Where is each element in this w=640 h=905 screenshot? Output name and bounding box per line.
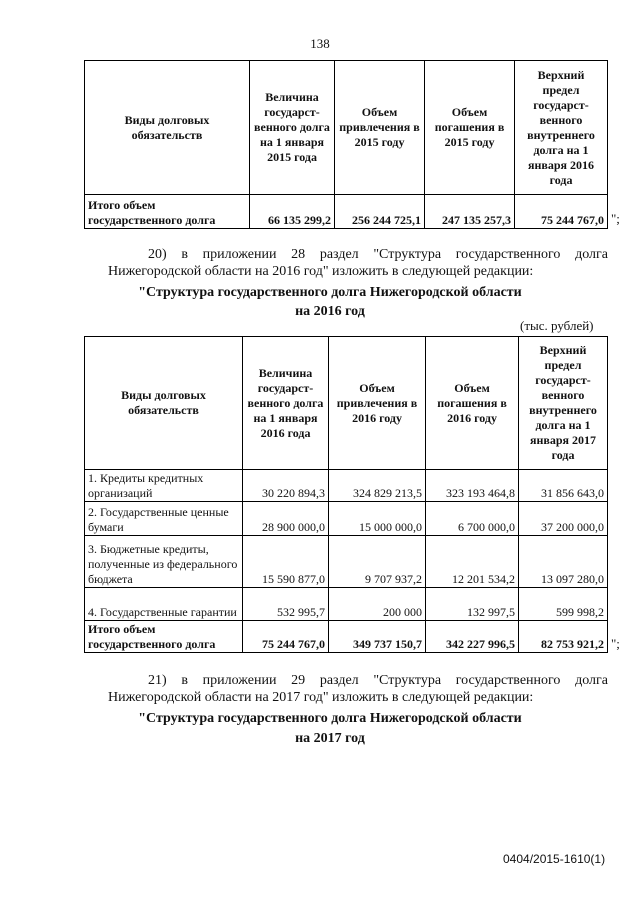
item21-text: 21) в приложении 29 раздел "Структура государственного долга Нижегородской области на 2017 год" изложить в следующей редакции: [108, 673, 608, 705]
cell-initial: 15 590 877,0 [243, 536, 329, 588]
cell-upper: 82 753 921,2 [519, 621, 608, 653]
cell-borrow: 349 737 150,7 [329, 621, 426, 653]
cell-upper: 37 200 000,0 [519, 502, 608, 536]
cell-upper: 599 998,2 [519, 588, 608, 621]
cell-repay: 6 700 000,0 [426, 502, 519, 536]
header-borrow: Объем привлечения в 2015 году [335, 61, 425, 195]
item21-heading-line1: "Структура государственного долга Нижегородской области [138, 711, 522, 726]
item21-heading-line2: на 2017 год [295, 731, 365, 746]
table-row [85, 470, 608, 502]
row-label: 3. Бюджетные кредиты, полученные из федерального бюджета [85, 536, 243, 588]
cell-borrow: 15 000 000,0 [329, 502, 426, 536]
table2-closing-quote: "; [611, 636, 620, 651]
header-borrow: Объем привлечения в 2016 году [329, 337, 426, 470]
table-row-total [85, 621, 608, 653]
header-initial: Величина государст-венного долга на 1 января 2016 года [243, 337, 329, 470]
table-row [85, 502, 608, 536]
cell-upper: 31 856 643,0 [519, 470, 608, 502]
row-label: Итого объем государственного долга [85, 621, 243, 653]
item20-heading-line1: "Структура государственного долга Нижегородской области [138, 285, 522, 300]
cell-initial: 66 135 299,2 [250, 195, 335, 229]
cell-initial: 30 220 894,3 [243, 470, 329, 502]
cell-initial: 75 244 767,0 [243, 621, 329, 653]
row-label: 4. Государственные гарантии [85, 588, 243, 621]
debt-table-2016 [84, 336, 608, 653]
row-label: 2. Государственные ценные бумаги [85, 502, 243, 536]
item20-text: 20) в приложении 28 раздел "Структура государственного долга Нижегородской области на 2016 год" изложить в следующей редакции: [108, 247, 608, 279]
table1-closing-quote: "; [611, 211, 620, 226]
cell-upper: 75 244 767,0 [515, 195, 608, 229]
cell-borrow: 324 829 213,5 [329, 470, 426, 502]
cell-repay: 247 135 257,3 [425, 195, 515, 229]
table-row [85, 536, 608, 588]
cell-borrow: 256 244 725,1 [335, 195, 425, 229]
debt-table-2015 [84, 60, 608, 229]
cell-repay: 132 997,5 [426, 588, 519, 621]
table-row-total [85, 195, 608, 229]
item20-heading-line2: на 2016 год [295, 304, 365, 319]
header-repay: Объем погашения в 2015 году [425, 61, 515, 195]
cell-borrow: 9 707 937,2 [329, 536, 426, 588]
document-code: 0404/2015-1610(1) [503, 852, 606, 866]
cell-initial: 532 995,7 [243, 588, 329, 621]
cell-repay: 12 201 534,2 [426, 536, 519, 588]
header-kind: Виды долговых обязательств [85, 337, 243, 470]
cell-upper: 13 097 280,0 [519, 536, 608, 588]
cell-borrow: 200 000 [329, 588, 426, 621]
header-upper: Верхний предел государст-венного внутреннего долга на 1 января 2016 года [515, 61, 608, 195]
header-upper: Верхний предел государст-венного внутреннего долга на 1 января 2017 года [519, 337, 608, 470]
row-label: 1. Кредиты кредитных организаций [85, 470, 243, 502]
table-row [85, 588, 608, 621]
header-initial: Величина государст-венного долга на 1 января 2015 года [250, 61, 335, 195]
units-label: (тыс. рублей) [520, 318, 594, 333]
header-kind: Виды долговых обязательств [85, 61, 250, 195]
cell-repay: 342 227 996,5 [426, 621, 519, 653]
cell-initial: 28 900 000,0 [243, 502, 329, 536]
header-repay: Объем погашения в 2016 году [426, 337, 519, 470]
page-number: 138 [310, 36, 330, 51]
cell-repay: 323 193 464,8 [426, 470, 519, 502]
row-label: Итого объем государственного долга [85, 195, 250, 229]
